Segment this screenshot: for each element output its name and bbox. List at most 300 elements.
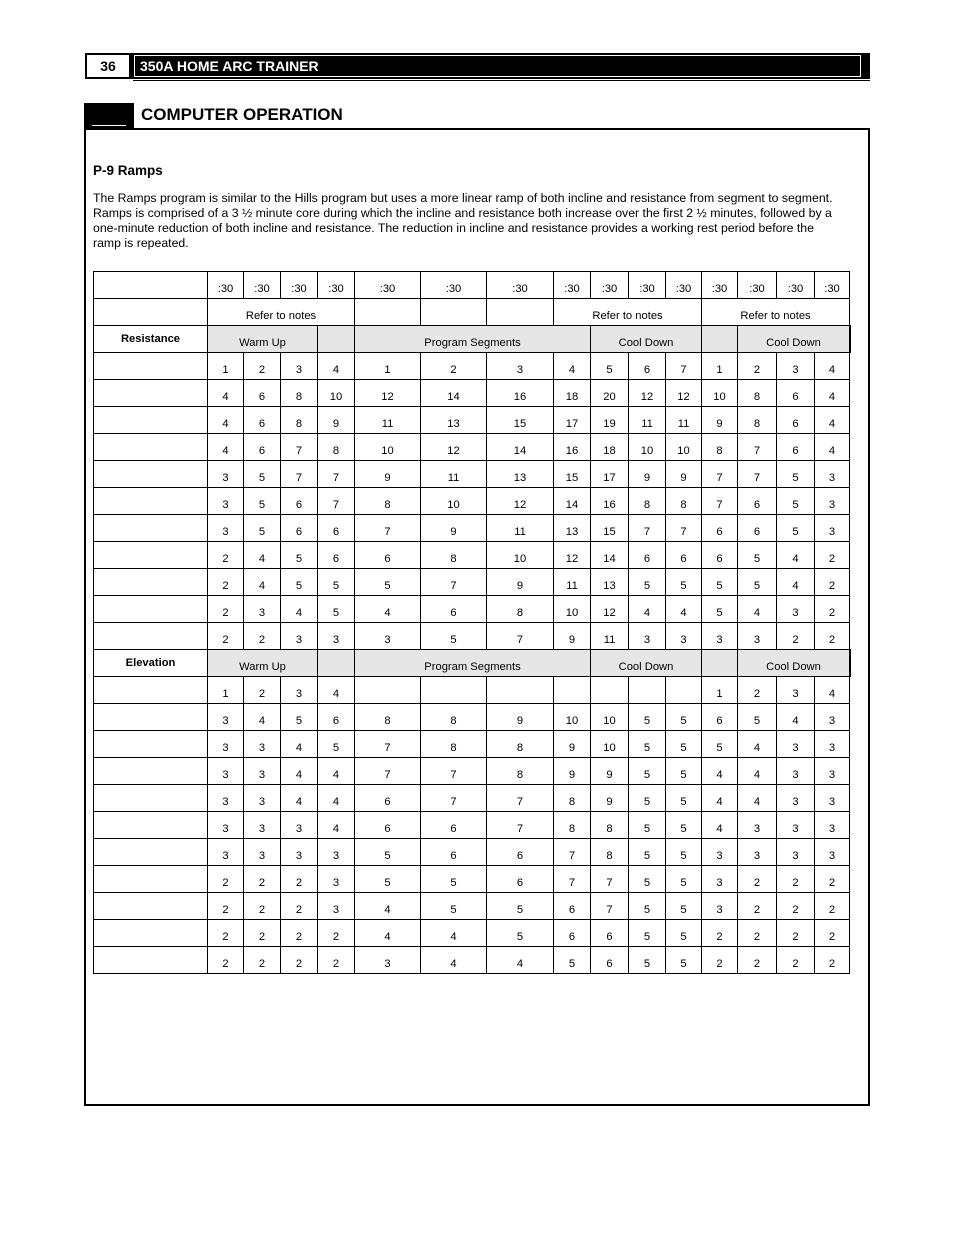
level-cell: 16 [487,380,554,407]
level-cell: 6 [244,434,281,461]
level-cell: 12 [666,380,702,407]
level-cell: 3 [318,893,355,920]
level-cell: 2 [777,947,815,974]
level-cell: 6 [421,839,487,866]
level-cell: 3 [777,596,815,623]
row-label-blank [94,839,208,866]
level-cell: 3 [777,731,815,758]
level-cell: 10 [554,596,591,623]
segment-number-cell: 4 [318,353,355,380]
row-label-blank [94,893,208,920]
row-label-blank [94,542,208,569]
level-cell: 5 [629,731,666,758]
row-label-blank [94,812,208,839]
level-cell: 3 [738,812,777,839]
level-cell: 7 [738,434,777,461]
level-cell: 5 [666,947,702,974]
level-row [94,920,851,947]
level-cell: 4 [244,704,281,731]
level-cell: 14 [487,434,554,461]
level-cell: 12 [355,380,421,407]
level-cell: 2 [281,893,318,920]
level-cell: 15 [487,407,554,434]
level-cell: 5 [666,758,702,785]
row-label-blank [94,434,208,461]
level-cell: 3 [666,623,702,650]
time-cell: :30 [554,272,591,299]
elevation-label: Elevation [94,650,208,677]
time-cell: :30 [591,272,629,299]
level-cell: 6 [281,488,318,515]
time-cell: :30 [738,272,777,299]
level-cell: 2 [777,920,815,947]
level-cell: 13 [421,407,487,434]
segment-number-cell [355,677,421,704]
program-description: The Ramps program is similar to the Hills program but uses a more linear ramp of both incline and resistance from segment to segment. Ramps is comprised of a 3 ½ minute core during which the incline and resistance both increase over the first 2 ½ minutes, followed by a one-minute reduction of both incline and resistance. The reduction in incline and resistance provides a working rest period before the ramp is repeated. [93,191,833,250]
segment-number-cell: 7 [666,353,702,380]
level-cell: 6 [777,434,815,461]
segment-number-cell: 2 [421,353,487,380]
row-label-blank [94,488,208,515]
level-cell: 5 [738,542,777,569]
level-cell: 8 [591,839,629,866]
level-cell: 10 [318,380,355,407]
level-cell: 8 [487,758,554,785]
ramps-table [93,271,851,974]
segment-number-cell: 3 [281,677,318,704]
row-label-blank [94,461,208,488]
level-cell: 5 [487,893,554,920]
level-cell: 8 [487,596,554,623]
level-cell: 3 [815,812,850,839]
level-cell: 8 [666,488,702,515]
level-cell: 4 [629,596,666,623]
phase-blank [702,650,738,677]
level-cell: 8 [554,812,591,839]
level-cell: 7 [554,839,591,866]
level-row [94,812,851,839]
row-label-blank [94,704,208,731]
level-cell: 3 [815,704,850,731]
level-cell: 17 [554,407,591,434]
segment-number-cell: 3 [777,677,815,704]
level-cell: 5 [629,920,666,947]
level-row [94,380,851,407]
level-cell: 5 [281,542,318,569]
level-row [94,785,851,812]
level-cell: 7 [554,866,591,893]
level-cell: 8 [487,731,554,758]
level-cell: 7 [421,785,487,812]
level-cell: 2 [738,920,777,947]
level-cell: 7 [355,515,421,542]
level-cell: 8 [591,812,629,839]
level-cell: 4 [281,758,318,785]
level-cell: 9 [554,731,591,758]
level-cell: 4 [208,380,244,407]
level-row [94,758,851,785]
phase-blank [850,650,851,677]
row-label-blank [94,677,208,704]
header-rule [133,80,870,81]
segment-number-cell: 4 [815,677,850,704]
level-row [94,893,851,920]
level-cell: 4 [702,785,738,812]
segment-number-cell: 4 [318,677,355,704]
row-label-blank [94,299,208,326]
level-cell: 2 [815,947,850,974]
level-cell: 6 [738,515,777,542]
level-cell: 7 [281,461,318,488]
section-title: COMPUTER OPERATION [141,105,343,124]
level-cell: 3 [208,704,244,731]
level-cell: 3 [208,812,244,839]
level-cell: 4 [738,731,777,758]
row-label-blank [94,272,208,299]
level-cell: 6 [421,596,487,623]
level-cell: 5 [355,866,421,893]
level-cell: 2 [815,623,850,650]
resistance-label: Resistance [94,326,208,353]
level-cell: 6 [355,542,421,569]
level-cell: 14 [554,488,591,515]
level-cell: 6 [554,893,591,920]
level-cell: 5 [355,569,421,596]
level-row [94,407,851,434]
level-cell: 3 [244,812,281,839]
segment-number-cell: 5 [591,353,629,380]
level-row [94,704,851,731]
level-cell: 7 [318,461,355,488]
phase-cool-down: Cool Down [738,326,850,353]
level-cell: 7 [591,893,629,920]
level-cell: 5 [738,569,777,596]
level-cell: 2 [208,596,244,623]
level-cell: 3 [777,758,815,785]
segment-number-cell [487,677,554,704]
row-label-blank [94,623,208,650]
level-cell: 12 [421,434,487,461]
level-cell: 10 [591,704,629,731]
page-number: 36 [87,55,129,77]
level-cell: 7 [487,623,554,650]
level-cell: 12 [629,380,666,407]
level-cell: 4 [355,893,421,920]
level-cell: 2 [318,947,355,974]
level-cell: 9 [554,758,591,785]
level-cell: 3 [208,488,244,515]
program-title: P-9 Ramps [93,163,163,178]
row-label-blank [94,353,208,380]
level-cell: 6 [487,839,554,866]
level-cell: 5 [318,569,355,596]
level-cell: 7 [355,731,421,758]
row-label-blank [94,515,208,542]
level-cell: 3 [815,839,850,866]
level-cell: 4 [281,596,318,623]
level-cell: 13 [554,515,591,542]
level-row [94,461,851,488]
level-cell: 9 [591,785,629,812]
level-cell: 6 [702,515,738,542]
segment-number-row [94,353,851,380]
level-cell: 2 [244,893,281,920]
level-cell: 8 [554,785,591,812]
level-cell: 6 [702,704,738,731]
level-cell: 16 [591,488,629,515]
level-cell: 7 [702,461,738,488]
level-cell: 5 [666,785,702,812]
level-cell: 3 [208,515,244,542]
level-cell: 10 [355,434,421,461]
level-cell: 17 [591,461,629,488]
time-cell: :30 [244,272,281,299]
level-cell: 10 [591,731,629,758]
level-cell: 5 [421,866,487,893]
level-cell: 4 [702,758,738,785]
phase-program-segments: Program Segments [355,326,591,353]
level-row [94,947,851,974]
level-cell: 4 [815,434,850,461]
level-cell: 3 [318,866,355,893]
level-cell: 2 [815,866,850,893]
time-cell: :30 [421,272,487,299]
level-row [94,866,851,893]
level-cell: 2 [208,542,244,569]
level-cell: 2 [281,920,318,947]
level-cell: 11 [421,461,487,488]
row-label-blank [94,866,208,893]
level-cell: 5 [777,515,815,542]
segment-number-cell: 2 [738,677,777,704]
level-cell: 11 [355,407,421,434]
level-cell: 6 [738,488,777,515]
level-cell: 2 [281,947,318,974]
level-cell: 7 [355,758,421,785]
level-cell: 3 [208,839,244,866]
level-cell: 3 [244,839,281,866]
level-cell: 2 [738,947,777,974]
time-cell: :30 [208,272,244,299]
level-cell: 5 [244,515,281,542]
level-cell: 9 [702,407,738,434]
level-cell: 4 [777,569,815,596]
phase-blank [702,326,738,353]
level-cell: 7 [738,461,777,488]
notes-cell-final: Refer to notes [702,299,850,326]
segment-number-cell: 2 [244,353,281,380]
level-cell: 4 [702,812,738,839]
level-cell: 8 [738,380,777,407]
level-cell: 4 [738,758,777,785]
level-cell: 5 [318,731,355,758]
level-cell: 4 [738,785,777,812]
level-cell: 3 [777,839,815,866]
segment-number-cell: 1 [702,677,738,704]
level-cell: 8 [702,434,738,461]
level-cell: 5 [666,812,702,839]
level-cell: 2 [815,920,850,947]
level-cell: 4 [318,758,355,785]
blank-cell [421,299,487,326]
level-cell: 3 [738,623,777,650]
level-cell: 7 [421,758,487,785]
segment-number-row [94,677,851,704]
level-cell: 9 [487,569,554,596]
level-cell: 13 [591,569,629,596]
level-cell: 18 [554,380,591,407]
level-cell: 2 [738,893,777,920]
level-cell: 4 [355,920,421,947]
level-cell: 10 [487,542,554,569]
level-cell: 10 [666,434,702,461]
level-cell: 11 [554,569,591,596]
row-label-blank [94,731,208,758]
level-cell: 6 [554,920,591,947]
level-cell: 8 [738,407,777,434]
level-row [94,596,851,623]
segment-number-cell: 1 [702,353,738,380]
level-cell: 5 [777,461,815,488]
level-cell: 3 [702,866,738,893]
level-cell: 4 [318,812,355,839]
level-cell: 5 [629,893,666,920]
segment-number-cell: 2 [244,677,281,704]
level-cell: 5 [421,623,487,650]
level-cell: 5 [281,704,318,731]
level-cell: 5 [666,839,702,866]
level-cell: 7 [281,434,318,461]
segment-number-cell: 1 [208,353,244,380]
level-cell: 6 [666,542,702,569]
phase-cool-down: Cool Down [591,326,702,353]
level-cell: 3 [702,893,738,920]
level-cell: 4 [355,596,421,623]
level-cell: 5 [629,839,666,866]
level-cell: 3 [702,839,738,866]
level-cell: 3 [815,488,850,515]
level-cell: 3 [815,515,850,542]
row-label-blank [94,785,208,812]
level-cell: 4 [281,731,318,758]
level-cell: 6 [591,947,629,974]
level-cell: 6 [244,380,281,407]
level-cell: 3 [777,785,815,812]
level-cell: 6 [777,380,815,407]
level-cell: 4 [815,407,850,434]
level-cell: 2 [281,866,318,893]
level-cell: 2 [244,623,281,650]
level-cell: 5 [702,569,738,596]
level-cell: 4 [666,596,702,623]
level-cell: 11 [591,623,629,650]
level-cell: 6 [702,542,738,569]
level-cell: 3 [702,623,738,650]
level-cell: 2 [777,623,815,650]
level-cell: 2 [208,893,244,920]
notes-cell-warmup: Refer to notes [208,299,355,326]
level-cell: 3 [208,785,244,812]
level-cell: 6 [281,515,318,542]
row-label-blank [94,920,208,947]
level-cell: 11 [666,407,702,434]
level-cell: 16 [554,434,591,461]
row-label-blank [94,380,208,407]
level-cell: 8 [421,704,487,731]
level-cell: 5 [554,947,591,974]
notes-cell-cooldown: Refer to notes [554,299,702,326]
blank-cell [487,299,554,326]
level-cell: 8 [281,380,318,407]
level-cell: 3 [244,785,281,812]
level-cell: 9 [629,461,666,488]
level-cell: 5 [629,812,666,839]
level-cell: 3 [815,731,850,758]
level-cell: 4 [244,542,281,569]
level-row [94,839,851,866]
level-cell: 6 [777,407,815,434]
level-cell: 14 [421,380,487,407]
level-cell: 14 [591,542,629,569]
level-cell: 7 [318,488,355,515]
level-cell: 8 [318,434,355,461]
level-cell: 4 [244,569,281,596]
level-cell: 3 [244,731,281,758]
segment-number-cell [629,677,666,704]
level-cell: 5 [629,569,666,596]
phase-program-segments: Program Segments [355,650,591,677]
level-cell: 3 [281,812,318,839]
level-cell: 4 [777,704,815,731]
level-row [94,515,851,542]
level-cell: 9 [554,623,591,650]
level-cell: 3 [815,758,850,785]
level-cell: 5 [702,596,738,623]
level-cell: 5 [355,839,421,866]
level-cell: 7 [666,515,702,542]
level-cell: 10 [702,380,738,407]
level-cell: 5 [777,488,815,515]
level-cell: 5 [281,569,318,596]
segment-number-cell [591,677,629,704]
level-cell: 4 [738,596,777,623]
level-cell: 3 [208,758,244,785]
level-cell: 5 [629,866,666,893]
segment-number-cell: 4 [815,353,850,380]
level-cell: 4 [487,947,554,974]
level-row [94,731,851,758]
level-cell: 5 [629,704,666,731]
level-cell: 8 [421,731,487,758]
level-cell: 9 [421,515,487,542]
level-row [94,488,851,515]
level-cell: 2 [244,866,281,893]
level-cell: 2 [208,866,244,893]
level-cell: 5 [318,596,355,623]
level-cell: 2 [208,920,244,947]
level-cell: 2 [815,542,850,569]
level-cell: 6 [318,515,355,542]
level-cell: 5 [666,704,702,731]
time-cell: :30 [629,272,666,299]
level-cell: 3 [738,839,777,866]
level-cell: 6 [355,812,421,839]
level-cell: 3 [244,758,281,785]
level-cell: 10 [629,434,666,461]
blank-cell [355,299,421,326]
level-cell: 8 [281,407,318,434]
level-cell: 5 [244,488,281,515]
